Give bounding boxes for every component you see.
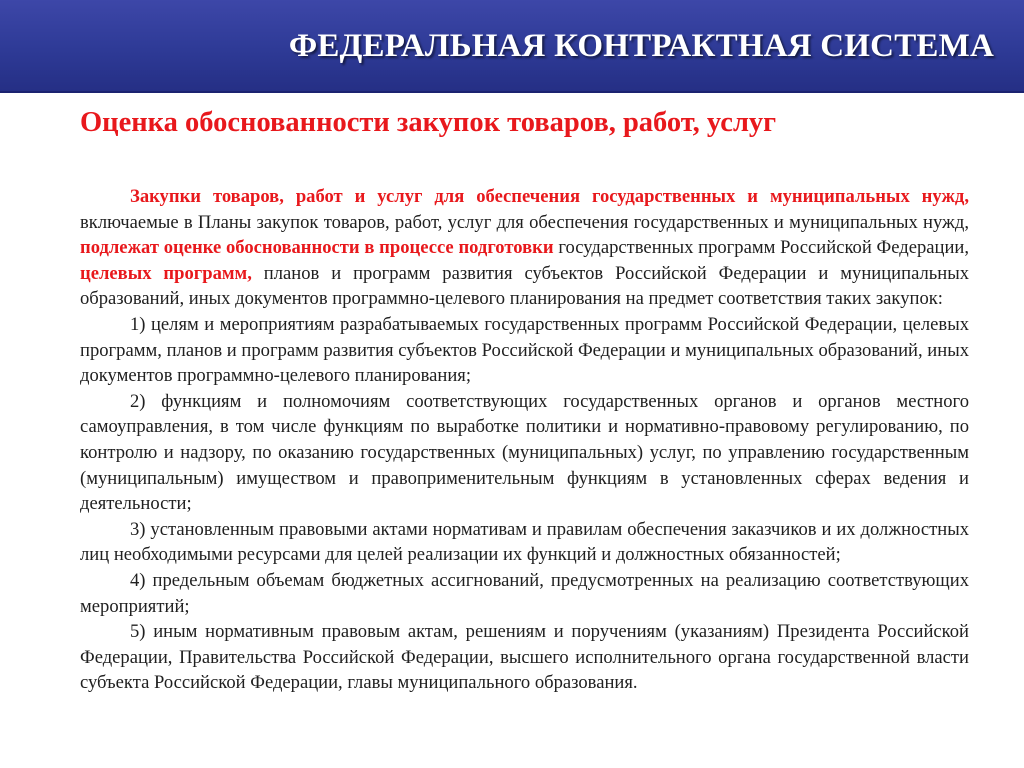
header-title: ФЕДЕРАЛЬНАЯ КОНТРАКТНАЯ СИСТЕМА: [288, 28, 994, 64]
list-item-4: 4) предельным объемам бюджетных ассигнований, предусмотренных на реализацию соответствующих мероприятий;: [80, 569, 969, 617]
intro-text-3: планов и программ развития субъектов Российской Федерации и муниципальных образований, иных документов программно-целевого планирования на предмет соответствия таких закупок:: [80, 262, 969, 310]
list-item-1: 1) целям и мероприятиям разрабатываемых государственных программ Российской Федерации, целевых программ, планов и программ развития субъектов Российской Федерации и муниципальных образований, иных документов программно-целевого планирования;: [80, 313, 969, 387]
header-band: [0, 0, 1024, 93]
slide-subtitle: Оценка обоснованности закупок товаров, работ, услуг: [80, 107, 777, 138]
intro-text-1: включаемые в Планы закупок товаров, работ, услуг для обеспечения государственных и муниципальных нужд,: [80, 211, 969, 233]
list-item-5: 5) иным нормативным правовым актам, решениям и поручениям (указаниям) Президента Российской Федерации, Правительства Российской Федерации, высшего исполнительного органа государственной власти субъекта Российской Федерации, главы муниципального образования.: [80, 621, 969, 694]
list-item-2: 2) функциям и полномочиям соответствующих государственных органов и органов местного самоуправления, в том числе функциям по выработке политики и нормативно-правовому регулированию, по контролю и надзору, по оказанию государственных (муниципальных) услуг, по управлению государственным (муниципальным) имуществом и правоприменительным функциям в установленных сферах ведения и деятельности;: [80, 390, 969, 515]
intro-paragraph: [80, 184, 969, 312]
list-item-3: 3) установленным правовыми актами нормативам и правилам обеспечения заказчиков и их должностных лиц необходимыми ресурсами для целей реализации их функций и должностных обязанностей;: [80, 518, 969, 566]
intro-text-2: государственных программ Российской Федерации,: [553, 237, 970, 259]
body-text: [80, 184, 969, 696]
highlight-target-programs: целевых программ,: [80, 262, 252, 284]
highlight-procurement: Закупки товаров, работ и услуг для обеспечения государственных и муниципальных нужд,: [130, 186, 969, 207]
highlight-assessment: подлежат оценке обоснованности в процессе подготовки: [80, 237, 554, 259]
